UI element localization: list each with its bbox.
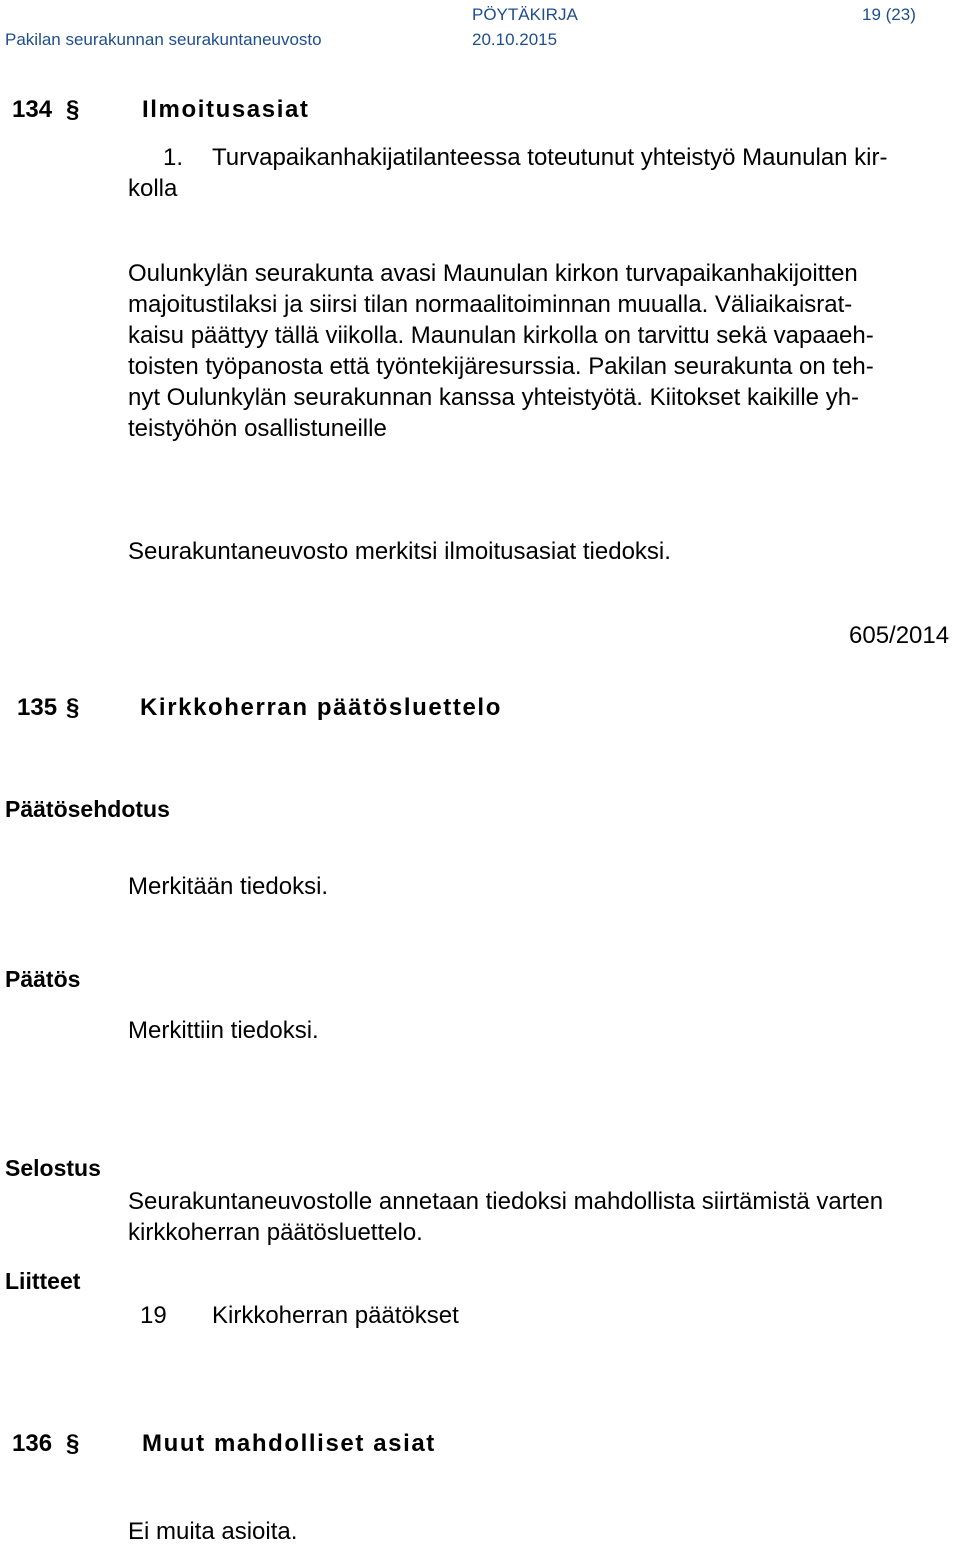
decision-text: Merkittiin tiedoksi.: [128, 1017, 319, 1044]
section-136-symbol: §: [66, 1430, 80, 1457]
section-136-title: Muut mahdolliset asiat: [142, 1430, 436, 1457]
section-135-title: Kirkkoherran päätösluettelo: [140, 694, 502, 721]
item-1-title-line1: Turvapaikanhakijatilanteessa toteutunut yhteistyö Maunulan kir-: [212, 144, 888, 171]
section-136-text: Ei muita asioita.: [128, 1518, 298, 1545]
attachments-label: Liitteet: [5, 1268, 81, 1294]
explanation-label: Selostus: [5, 1155, 101, 1181]
item-1-title-line2: kolla: [128, 175, 178, 202]
paragraph-line: toisten työpanosta että työntekijäresurssia. Pakilan seurakunta on teh-: [128, 353, 874, 380]
explanation-line1: Seurakuntaneuvostolle annetaan tiedoksi mahdollista siirtämistä varten: [128, 1188, 884, 1215]
paragraph-line: teistyöhön osallistuneille: [128, 415, 387, 442]
item-1-number: 1.: [163, 144, 184, 171]
organization-name: Pakilan seurakunnan seurakuntaneuvosto: [5, 30, 322, 49]
section-134-number: 134: [12, 96, 53, 123]
document-type: PÖYTÄKIRJA: [472, 5, 578, 24]
section-134-decision: Seurakuntaneuvosto merkitsi ilmoitusasiat tiedoksi.: [128, 538, 671, 565]
paragraph-line: Oulunkylän seurakunta avasi Maunulan kirkon turvapaikanhakijoitten: [128, 260, 858, 287]
section-135-symbol: §: [66, 694, 80, 721]
section-135-number: 135: [17, 694, 58, 721]
page-number: 19 (23): [862, 5, 916, 24]
decision-label: Päätös: [5, 966, 81, 992]
explanation-line2: kirkkoherran päätösluettelo.: [128, 1219, 423, 1246]
proposal-label: Päätösehdotus: [5, 796, 170, 822]
paragraph-line: majoitustilaksi ja siirsi tilan normaalitoiminnan muualla. Väliaikaisrat-: [128, 291, 853, 318]
attachment-title: Kirkkoherran päätökset: [212, 1302, 459, 1329]
section-134-title: Ilmoitusasiat: [142, 96, 310, 123]
paragraph-line: kaisu päättyy tällä viikolla. Maunulan kirkolla on tarvittu sekä vapaaeh-: [128, 322, 874, 349]
attachment-number: 19: [140, 1302, 167, 1329]
meeting-date: 20.10.2015: [472, 30, 558, 49]
item-1-paragraph: [128, 258, 928, 444]
paragraph-line: nyt Oulunkylän seurakunnan kanssa yhteistyötä. Kiitokset kaikille yh-: [128, 384, 860, 411]
proposal-text: Merkitään tiedoksi.: [128, 873, 329, 900]
section-135-reference: 605/2014: [849, 622, 950, 649]
section-134-symbol: §: [66, 96, 80, 123]
section-136-number: 136: [12, 1430, 53, 1457]
